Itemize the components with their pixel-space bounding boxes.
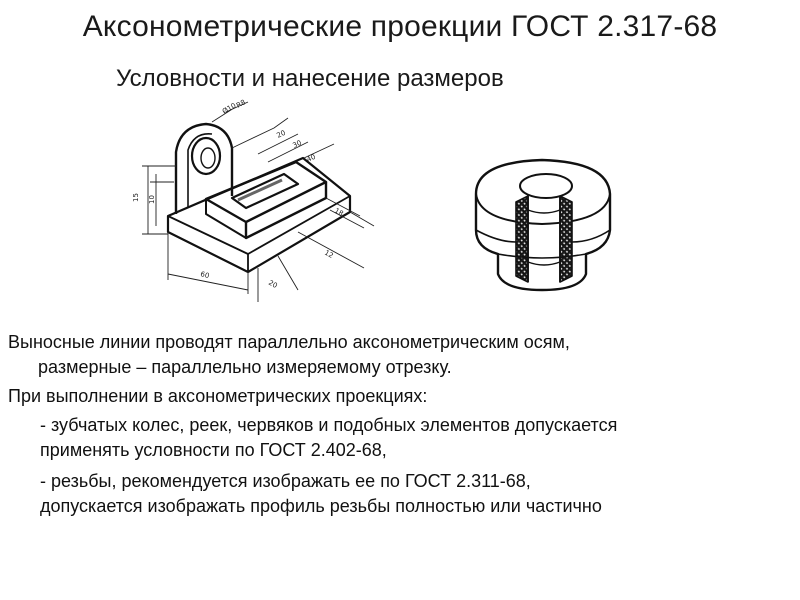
flange-outline (476, 160, 610, 290)
list-item-line: допускается изображать профиль резьбы полностью или частично (40, 496, 602, 516)
list-item-line: применять условности по ГОСТ 2.402-68, (40, 440, 387, 460)
dimension-label: 30 (291, 138, 303, 150)
dimension-label: 60 (199, 270, 211, 281)
slide-subtitle: Условности и нанесение размеров (116, 65, 504, 92)
dimension-label: Ø10 (221, 101, 238, 116)
list-item-line: - резьбы, рекомендуется изображать ее по ГОСТ 2.311-68, (40, 471, 531, 491)
paragraph-conventions: При выполнении в аксонометрических проекциях: (8, 386, 428, 406)
list-item (40, 413, 788, 463)
slide-body (8, 330, 788, 525)
cut-section-hatch (516, 196, 528, 282)
dimension-label: R8 (235, 98, 248, 110)
dimension-label: 10 (148, 195, 156, 204)
slot-opening (232, 174, 298, 208)
bore-top (520, 174, 572, 198)
dimension-label: 20 (275, 128, 287, 140)
dimension-label: 15 (132, 193, 140, 202)
dimension-label: 12 (323, 248, 335, 260)
slide-title: Аксонометрические проекции ГОСТ 2.317-68 (82, 10, 718, 43)
paragraph-line: размерные – параллельно измеряемому отрезку. (38, 357, 452, 377)
raised-block (206, 162, 326, 222)
dimension-label: 18 (333, 206, 345, 218)
dimension-label: 40 (305, 152, 317, 164)
paragraph-extension-lines (8, 330, 788, 380)
paragraph-line: Выносные линии проводят параллельно аксонометрическим осям, (8, 332, 570, 352)
list-item-line: - зубчатых колес, реек, червяков и подобных элементов допускается (40, 415, 618, 435)
list-item (40, 469, 788, 519)
dimension-label: 20 (267, 278, 279, 290)
bushing-cutaway-drawing (468, 150, 618, 300)
lug-hole (192, 138, 220, 174)
bracket-dimension-drawing (128, 98, 378, 304)
